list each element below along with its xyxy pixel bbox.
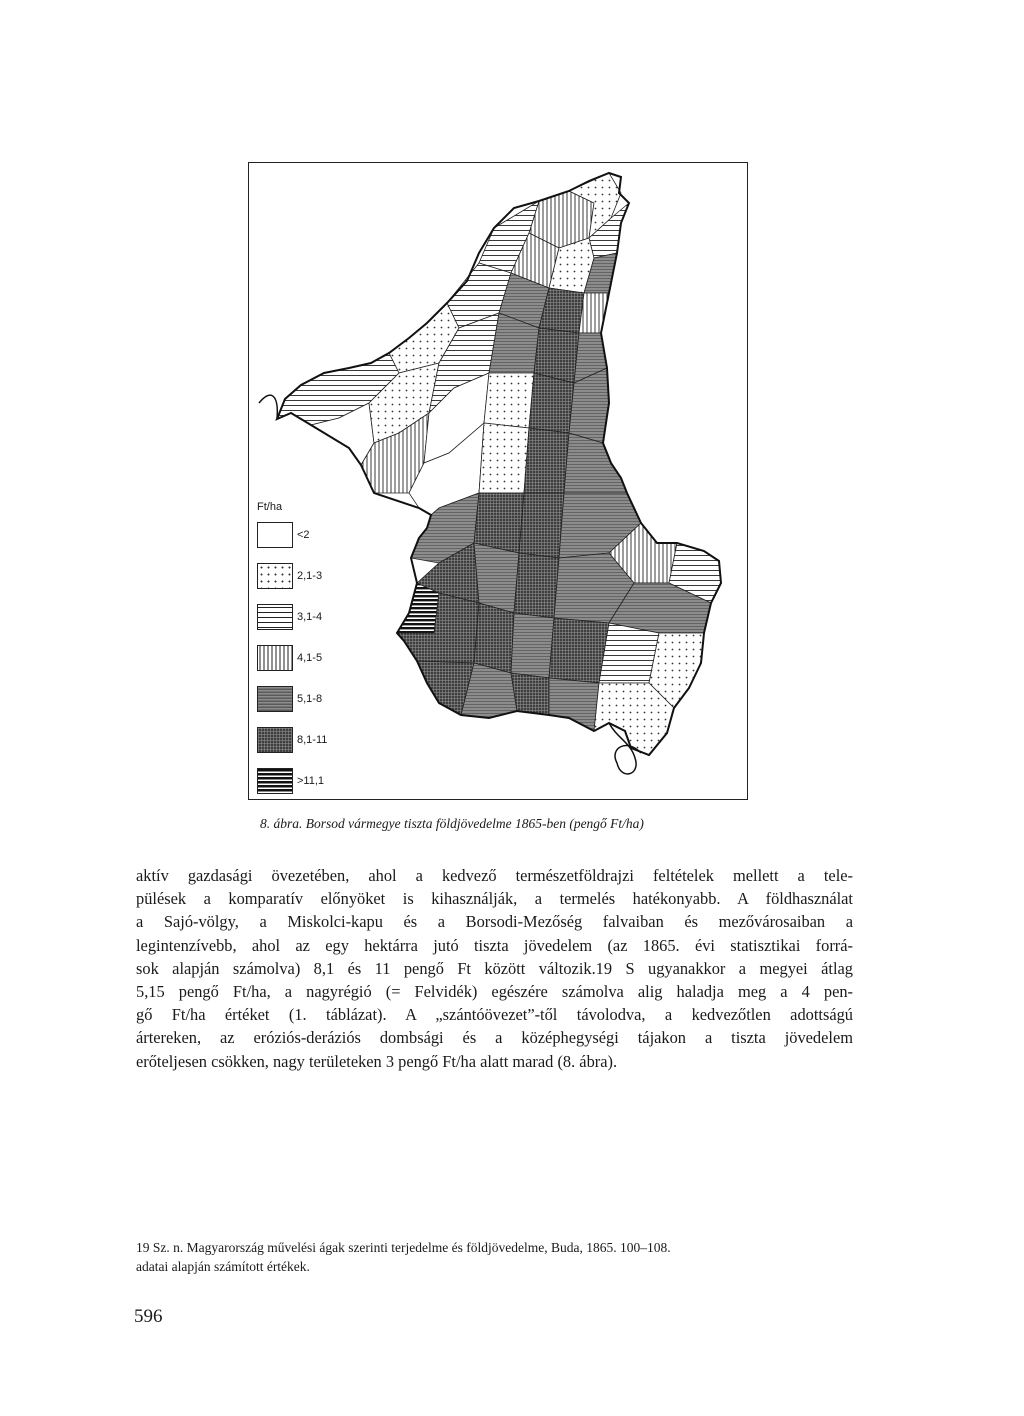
- body-line: pülések a komparatív előnyöket is kihasználják, a termelés hatékonyabb. A földhasználat: [136, 889, 853, 909]
- legend-swatch: [257, 768, 293, 794]
- body-paragraph: [136, 864, 853, 1073]
- legend-item: [257, 603, 387, 631]
- legend-item: [257, 521, 387, 549]
- map-district: [474, 603, 514, 673]
- legend-swatch: [257, 645, 293, 671]
- body-line: 5,15 pengő Ft/ha, a nagyrégió (= Felvidék) egészére számolva alig haladja meg a 4 pen-: [136, 981, 853, 1001]
- map-district: [529, 373, 574, 433]
- map-district: [549, 678, 599, 731]
- body-line: gő Ft/ha értéket (1. táblázat). A „szántóövezet”-től távolodva, a kedvezőtlen adottságú: [136, 1005, 853, 1025]
- map-district: [549, 618, 609, 683]
- body-line: sok alapján számolva) 8,1 és 11 pengő Ft között változik.19 S ugyanakkor a megyei átlag: [136, 958, 853, 978]
- footnote-line: 19 Sz. n. Magyarország művelési ágak szerinti terjedelme és földjövedelme, Buda, 1865. 100–108.: [136, 1240, 671, 1255]
- legend-item: [257, 562, 387, 590]
- body-line: a Sajó-völgy, a Miskolci-kapu és a Borsodi-Mezőség falvaiban és mezővárosaiban a: [136, 912, 853, 932]
- legend-swatch: [257, 522, 293, 548]
- legend-item: [257, 685, 387, 713]
- legend-label: >11,1: [297, 775, 325, 787]
- legend-label: <2: [297, 529, 310, 541]
- legend-label: 3,1-4: [297, 611, 323, 623]
- map-district: [511, 673, 549, 715]
- legend-label: 8,1-11: [297, 734, 328, 746]
- body-line: legintenzívebb, ahol az egy hektárra jutó tiszta jövedelem (az 1865. évi statisztikai forrá-: [136, 935, 853, 955]
- river-line: [259, 395, 277, 419]
- figure-caption: 8. ábra. Borsod vármegye tiszta földjövedelme 1865-ben (pengő Ft/ha): [260, 816, 644, 831]
- body-line: ártereken, az eróziós-deráziós dombsági és a középhegységi tájakon a tiszta jövedelem: [136, 1028, 853, 1048]
- legend-item: [257, 767, 387, 795]
- legend-label: 4,1-5: [297, 652, 323, 664]
- map-district: [524, 428, 569, 493]
- legend-title: Ft/ha: [257, 501, 283, 513]
- legend-item: [257, 644, 387, 672]
- legend-swatch: [257, 686, 293, 712]
- map-district: [474, 493, 524, 553]
- map-legend: [257, 501, 387, 808]
- legend-item: [257, 726, 387, 754]
- legend-label: 5,1-8: [297, 693, 323, 705]
- map-district: [599, 623, 659, 683]
- legend-swatch: [257, 563, 293, 589]
- map-district: [519, 493, 564, 558]
- body-line: aktív gazdasági övezetében, ahol a kedvező természetföldrajzi feltételek mellett a tele-: [136, 866, 853, 885]
- map-district: [479, 423, 529, 493]
- footnote-line: adatai alapján számított értékek.: [136, 1259, 310, 1274]
- figure-frame: [248, 162, 748, 800]
- map-district: [511, 613, 554, 678]
- map-district: [474, 543, 519, 613]
- footnote: [136, 1238, 856, 1276]
- legend-label: 2,1-3: [297, 570, 323, 582]
- legend-swatch: [257, 604, 293, 630]
- page-number: 596: [134, 1306, 163, 1327]
- map-district: [484, 373, 534, 428]
- map-district: [514, 553, 559, 618]
- map-district: [564, 433, 627, 493]
- body-line: erőteljesen csökken, nagy területeken 3 pengő Ft/ha alatt marad (8. ábra).: [136, 1051, 618, 1071]
- legend-swatch: [257, 727, 293, 753]
